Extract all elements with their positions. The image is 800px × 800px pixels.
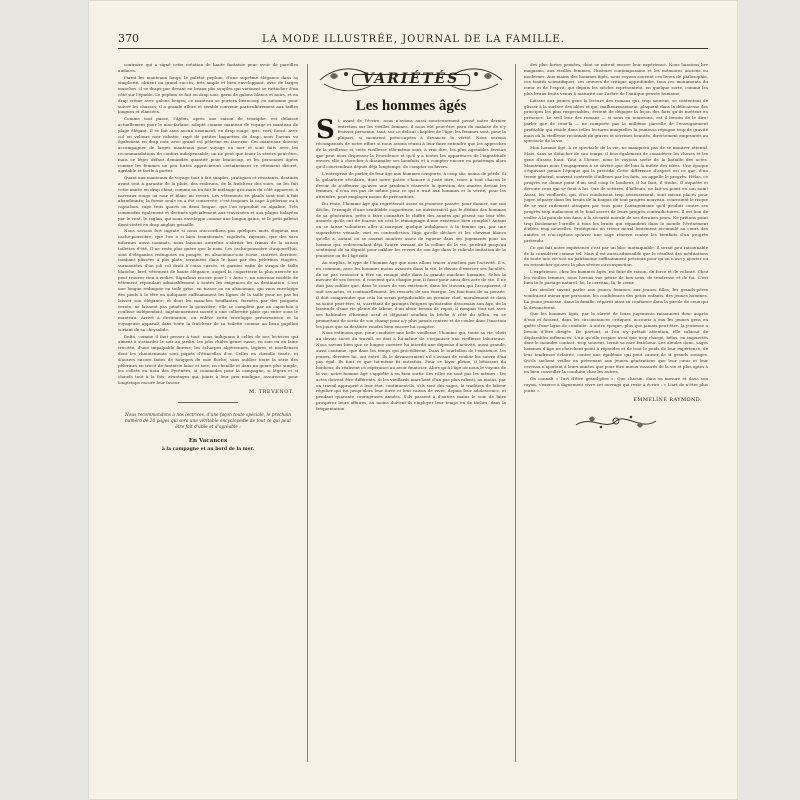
column-article — [316, 62, 506, 770]
col1-paragraph-3: Comme tout passe, l'Ajdon, après une saison de triomphe, est délaissé actuellement pour le mac-farlane, adopté comme manteau de voyage et manteau de plage élégant. Il se fait sans aucun ornement, en drap rouge, gris, vert, foncé, avec col en velours noir rabattu, rayé de petites baguettes de drap; nous l'avons vu également en drap noir, avec grand col pèlerine en Lucerne. Ces manteaux doivent accompagner de larges manteaux pour voyage en mer et sont faits avec les recommandations de confort indispensable; on ne peut que louer la sévère peut-être, mais ce léger défaut demandés quantité pour beaucoup, et les personnes âgées comme les femmes un peu fortes apprécieront certainement ce vêtement discret, agréable et facile à porter. — [118, 116, 298, 174]
col2-paragraph-2: Du reste, l'homme âgé qui regretterait assez sa jeunesse passée, pour donner, sur son déclin, l'exemple d'une semblable coquetterie, ne mériterait-il pas le dédain des hommes de sa génération, prêts à faire connaître le chiffre des années qui pèsent sur leur tête, assurés qu'ils ont de fournir un ceci le témoignage d'une existence bien remplie? Autant on se laisse volontiers aller à marquer quelque indulgence à la femme qui, par une superchérie véniaile, met en contradiction l'âge qu'elle déclare et les cheveux blancs qu'elle a, autant on se saurait montrer assez de rigueur dans ses jugements pour un homme qui, redescendant déjà l'autre versant de la colline de la vie, perdrait jusqu'au sentiment de sa dignité pour oublier les revers de son âge dans le ridicule imitation de la jeunesse ou de l'âge mûr. — [316, 200, 506, 259]
section-heading: VARIÉTÉS — [352, 74, 471, 86]
varietes-banner — [316, 62, 506, 98]
col1-paragraph-4: Quant aux manteaux de voyage tout à fait simples, pratiques et résistants, destinés avant tout à garantir de la pluie, des embruns, de la fraîcheur des soirs, on les fait cette année en drap chiné, comme on en fait le mélange gris mais du côté apparent, à carreaux rouge ou noir et blanc au revers. Les vêtements en plaids sont tout à fait abandonnés; la forme seule en a été conservée; c'est toujours la cape à pèlerine ou à capuchon, cape trois quarts ou demi longue, que l'on reproduit en alpaline. Très commodes également et destinés spécialement aux traversées et aux plages balayées par le vent, le raglan, qui nous enveloppe comme une longue gaine, et le petit paletot demi-cintré en drap anglais grisaille. — [118, 175, 298, 227]
floral-ornament — [524, 409, 708, 435]
col2-first-paragraph — [316, 114, 506, 170]
article-title: Les hommes âgés — [355, 98, 467, 114]
magazine-page — [88, 0, 738, 800]
col3-paragraph-1: des plus fortes pensées, dont se mirent encore leur expérience. Nous laissions lire magazins, aux vieilles femmes, l'histoire contemporaine et les mémoires anciens ou modernes. Aux mains des hommes âgés, nous voyons souvent ces livres de philosophie, ces traités scientifiques, ces œuvres de critique approfondie, tous ces monuments du cœur et de l'esprit, qui depuis les siècles représentent, en quelque sorte, comme les plus beaux fruits venus à maturité sur l'arbre de l'antique pensée humaine. — [524, 62, 708, 96]
col2-paragraph-4: Nous estimons que, pour conduire une belle vieillesse, l'homme qui, toute sa vie, obéit au devoir sacré du travail, se doit à lui-même de s'organiser une vieillesse laborieuse. Nous savons bien que ce longue carrière lui interdit une dépense d'activité, aussi grande, aussi continue, que dans les temps qui précédèrent. Dans le tourbillon de l'existence, les jeunes, derrière lui, ont entré. Ils le devanceraient s'il s'avisait de vouloir les suivre d'un pas égal. Ils font ce que lui-même fit autrefois. Pour ce loyer pleine, il bêtissent du bonheur, ils réalisent ce espérance au avoir financier. Alors qu'à l'âge où nous le voyons de la vie, notre homme âgé s'apprête à en bien sortir. Les rôles ne sont pas les mêmes : les actes doivent être différents. Si les vieillards marchent d'un pas plus ralenti, au moins, par un travail approprié à leur état, continuent-ils, s'ils sont des sages, la tradition de labeur régulier qui fut jusqu'alors leur force et leur raison de vivre, depuis leur adolescence, et pendant quarante courageuses années. S'ils passent à d'autres mains le soin de faire prospérer leurs affaires, au moins doivent-ils employer leur temps en de tâches, dans la fréquentation — [316, 330, 506, 411]
floral-ornament-icon — [571, 409, 661, 435]
col3-paragraph-8: On connaît « l'art d'être grand-père ». Que chacun, dans sa mesure et dans son rayon, s'exerce à dignement vivre cet ouvrage qui reste à écrire : « L'art de n'être plus jeune ». — [524, 376, 708, 393]
page-header — [118, 28, 708, 49]
notice-subtitle: à la campagne et au bord de la mer. — [161, 447, 255, 453]
page-number: 370 — [118, 32, 139, 45]
col1-paragraph-2: Parmi les manteaux longs, le paletot peplum, d'une suprême élégance dans sa simplicité, obtient un grand succès; très ample et bien enveloppant, avec de larges manches, il se drape par devant en beaux plis souples qui viennent se rattacher d'un côté sur l'épaule. Le peplum se fait en drap noir, garni de galons blancs et noirs, et en drap crème avec galons beiges; ce manteau se portera beaucoup en automne pour suivre les chasses; il a grande allure et semble convenir particulièrement aux tailles longues et élancées. — [118, 74, 298, 115]
col3-paragraph-2: Laissez aux jeunes gens la lecture des romans qui, trop souvent, se contentent de glisser à la surface des idées et qui, malheureusement, plaquent dans la délicatesse des principes les plus respectables, évitent de dégager la leçon des faits qu'ils mettent en présence. Le seul leur des romans — si nous en nourrions, est il besoin de le dire! parler que de ceux-là — ne comporte pas la millième parcelle de l'enseignement profitable qui réside dans telles lectures auxquelles la jeunesse répugne trop de gravité mais où la vieillesse reconnaît de graves et sereines beautés, directement empruntés au spectacle de la vie. — [524, 97, 708, 144]
notice-title: En Vacances — [188, 437, 228, 444]
column-fashion — [118, 62, 298, 770]
col1-paragraph-1: contraire qui a signé cette création de haute fantaisie pour avoir de pareilles audaces. — [118, 62, 298, 73]
col2-paragraph-1: L'entreprise de parler de leur âge aux hommes comporte, à coup sûr, moins de périls. Si la galanterie séculaire, dont notre patrie s'honore à juste titre, trace à tout chacun le devoir de n'affeurer qu'avec une prudence réservée la question des années devant les femmes, il n'en est pas de même pour ce qui a trait aux hommes et la vérité, pour les atteindre, peut employer moins de précautions. — [316, 170, 506, 200]
col2-paragraph-3: Au surplus, le type de l'homme âgé que nous allons tracer n'exclura pas l'activité. Il a, en commun, avec les hommes moins avancés dans la vie, le devoir d'exercer ses facultés, de ne pas renoncer à être un rouage utile dans la grande machine humaine. Selon la mesure de ses forces, il convient qu'à chaque jour, il fasse pour ainsi dire acte de vie. Il ne doit pas oublier que, dans le cours de son existence, dans les travaux qui l'accaparent, il suit ses actes, et continuellement, les ressorts de son énergie, les fonctions de sa pensée. Il doit comprendre que cela lui serait préjudiciable au premier chef, moralement et dans sa santé peut-être, si, s'arrêtant de prompts fatigues qu'entraîne désormais son âge, de la lassitude d'une vie pleine de labeur, d'un abuïr besoin de repos, il rompait tout net avec ses habitudes d'homme actif et déposait soudain la bêche à côté du sillon, en se promettant de sortir de son champ pour n'y plus jamais rentrer et de couler dans l'inaction les jours que sa destinée voudra bien encore lui compter. — [316, 259, 506, 329]
column-article-continued — [524, 62, 708, 770]
column-rule-left — [307, 64, 308, 762]
col3-paragraph-7: Que les hommes âgés, par la sûreté de leurs jugements raisonnent donc auprès d'eux et fassent, dans les circonstances critiques, accourir à eux les jeunes gens en quête d'une ligne de conduite. A notre époque, plus que jamais peut-être, la jeunesse a besoin d'être dirigée. De partout, si l'on n'y prêtait attention, elle subirait de déplorables influences. L'air qu'elle respire n'est que trop chargé, hélas, en impuretés dont le moindre contact, trop souvent, ternit sa rare fraîcheur. Les aïeules donc, sages hommes d'âge ne cherchent point à répondre et de tout le poids de leur expérience, de leur tendresse éclairée, contre une épidémie qui peut causer de si grands ravages. Qu'ils sachent veiller en prévenant aux jeunes générations que leur cœur et leur cerveau n'ajoutent à leurs années que pour être mieux rassurés de la vie et plus aptes à en bien conseiller la conduite chez les autres. — [524, 311, 708, 375]
notice-text: Nous recommandons à nos lectrices, d'une façon toute spéciale, le prochain numéro de 20 pages qui sera une véritable encyclopédie de tout ce qui peut être fait d'utile et d'agréable : — [124, 412, 292, 430]
col1-paragraph-5: Nous serions fort ingrate si nous n'accordions pas quelques mots élogieux aux cache-poussière, que l'on a si bien transformés, enjolivés, rajeunis, que des sacs informes aussi nommés, nous laissons autrefois s'abriter les frimas de la saison toilettes d'été. Il ne reste plus guère que le nom. Les cache-poussière d'aujourd'hui, sont d'élégantes redingotes en pongée, en alsacienne-soie écrue, cintrées derrière, tombant plissées à plis plats; terminées dans le haut par des pèlerines étagées, surmontées d'un joli col droit à coins cassés, et garnies enfin de straps de faille blanche; bref, vêtement de haute élégance, auquel la coquetterie la plus exercée ne peut trouver rien à redire. Signalons encore pour l' « Auto », un nouveau modèle de vêtement répondant admirablement à toutes les exigences de sa destination. C'est une longue redingote en toile grise, en tussor ou en alsacienne, qui vous enveloppe des pieds à la tête en indiquant suffisamment les lignes de la taille pour ne pas lui laisser son élégance; et dont les manches bouffantes, fermées par des poignets serrés, ne laissent pas pénétrer la poussière; elle se complète par un capuchon à coulisse indépendant, ingénieusement monté à une collerette plate qui entre sous le manteau. Arrivé à destination, on enlève cette enveloppe préservatrice et la voyageuse apparaît dans toute la fraîcheur de sa toilette comme un beau papillon sortant de sa chrysalide. — [118, 228, 298, 332]
journal-title: LA MODE ILLUSTRÉE, JOURNAL DE LA FAMILLE. — [262, 34, 565, 45]
col3-paragraph-6: Les aïeules savent parler aux jeunes femmes, aux jeunes filles; les grands-pères voudraient mieux que personne, les confidences des petits enfants, des jeunes hommes. La jeune jeunesse, dans la famille, répartit ainsi sa confiance dans la parole de ceux qui la devancèrent. — [524, 287, 708, 310]
col3-paragraph-4: Ce qui fait notre expérience c'est par un bloc inattaquable. Il serait peu raisonnable de la considérer comme tel. Mais il est aussi admissible que le résultat des méditations de toute une vie soit un patrimoine suffisamment précieux pour qu'on n'ose y ajouter ou en retrancher qu'avec la plus sévère circonspection. — [524, 244, 708, 268]
col3-paragraph-3: Mon homme âgé, à ce spectacle de la vie, ne manquera pas de se montrer attentif. Mais, sans se détacher de son temps, il fera également de considérer les choses et les gens d'assez haut. Tout à l'heure, nous le voyions sortir de la bataille des actes. Maintenant nous l'engagerons à se sévère que de loin la mêlée des idées. Une époque s'équivaut jamais l'époque qui la précéda. Cette différence d'aspect est ce que, d'un terme général, souvent contredit d'ailleurs par les faits, on appelle le progrès. Hélas, ce progrès ne donne point d'un seul coup le bonheur, il lui faut, il titube. Il inquiète et déroute ceux qui se fient à lui. Que de sottises, d'ailleurs, ne fait-on point en son nom! Aussi, les vieillards, qui, d'ici conduisent trop sérieusement, sont mieux placés pour juger, séparer dans les bruits de la fougue de tout progrès nouveau, courraient le risque de se voir rudement attaquer par tous pour l'antagonisme qu'il produit contre ses progrès trop audacieux et le fond secret de leurs progrès contradictoires. Il est bon de veiller à la paix de son âme, à la sécurité morale de ses derniers jours. Ne prêtons point trop facilement l'oreille à tous les bruits qui répandent dans le monde l'événement d'idées trop nouvelles. Protégeons un trésor moral lentement accumulé au cours des années et n'acceptons qu'avec une sage réserve contre les bienfaits d'un progrès prétendu. — [524, 145, 708, 243]
col1-paragraph-6: Enfin, comme il faut penser à tout, nous indiquons à celles de nos lectrices qui aiment à s'attarder le soir au jardin, les jolis châles genre russe, en soie ou en laine tricotée, d'une impalpable finesse; les écharpes algériennes, légères et moelleuses dont les chatoiements sont piqués d'étincelles d'or. Celles en chenille tissée, et d'autres encore faites de houppes de soie floche; sans oublier toute la série des pèlerines en tricot de fantaisie laine et soie, en chenille et dans un genre plus simple, les collets en tissu des Pyrénées, si commodes pour la campagne, si légers et si chauds tout à la fois; avantages qui, joints à leur prix modique, assureront pour longtemps encore leur faveur. — [118, 333, 298, 386]
column-rule-right — [515, 64, 516, 762]
drop-cap: S — [316, 114, 335, 145]
col1-separator — [178, 402, 238, 403]
article-signature: EMMELINE RAYMOND. — [633, 396, 702, 403]
col3-paragraph-5: L'expérience, chez les hommes âgés, est faite de raison, de force et de volonté. Chez les vieilles femmes, nous l'avons vue pétrie de bon sens, de tendresse et de foi. C'est bien là le partage naturel, loi, le cerveau, là, le cœur. — [524, 268, 708, 286]
col2-first-paragraph-text: i, avant de l'écrire, nous n'avions aussi soucieusement pensé notre dernier entretien sur les vieilles femmes, il nous eût peut-être paru du malaise de n'y froisser personne, tant, sur ce délicat chapitre de l'âge, les femmes sont, pour la plupart, si montrent préoccupées à devancer la vérité. Nous serions récompensés de notre effort si nous avions réussi à leur faire entendre que les approches de la vieillesse et cette vieillesse elle-même sont, à vrai dire, les plus agréables faveurs que peut nous dispenser la Providence et qu'il y a toutes les apparences de l'ingratitude envers elle à chercher à dissimuler ses bienfaits et à compter encore en printemps alors qu'il conviendrait depuis déjà longtemps, de compter en hivers. — [316, 117, 506, 170]
col1-signature: M. TREVENOT. — [249, 388, 294, 395]
